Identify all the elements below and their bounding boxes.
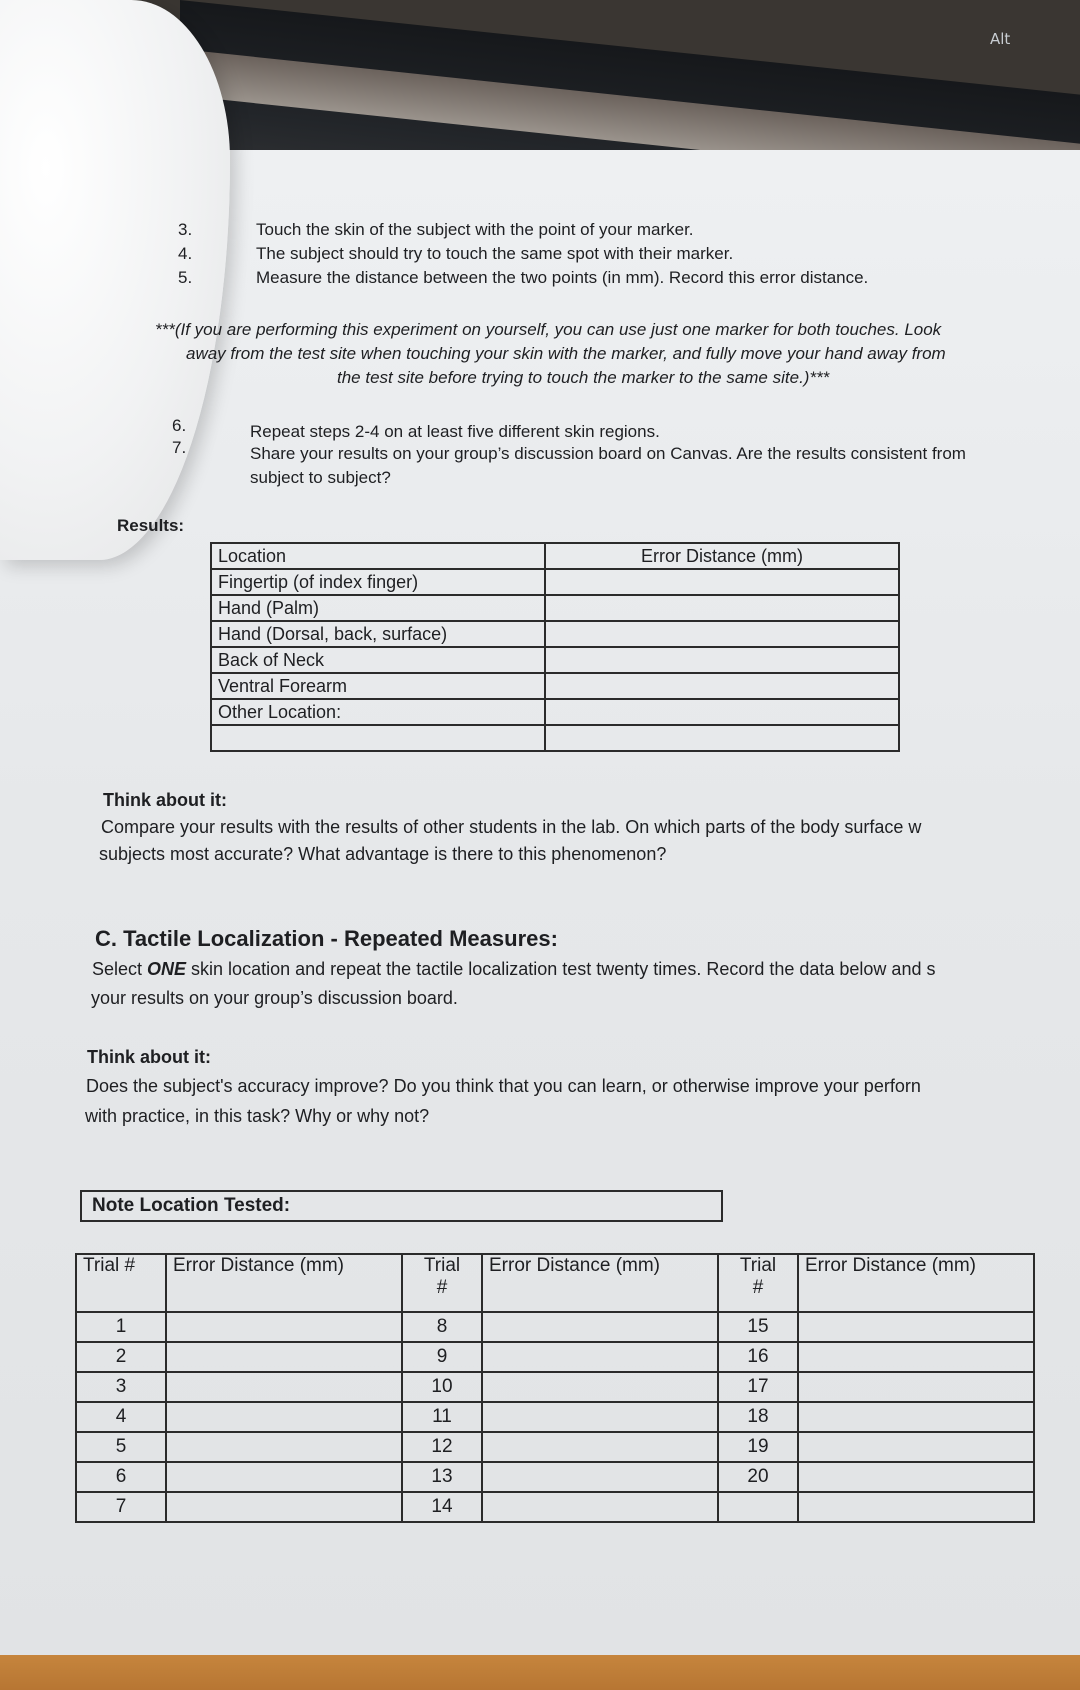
trial-number-cell: 2 bbox=[76, 1342, 166, 1372]
trial-number-cell: 4 bbox=[76, 1402, 166, 1432]
think-question: Compare your results with the results of other students in the lab. On which parts of the body surface w bbox=[101, 817, 922, 837]
trial-number-cell: 13 bbox=[402, 1462, 482, 1492]
location-cell: Back of Neck bbox=[211, 647, 545, 673]
note-line: ***(If you are performing this experiment on yourself, you can use just one marker for both touches. Look bbox=[155, 320, 942, 339]
trial-number-cell: 7 bbox=[76, 1492, 166, 1522]
note-line: the test site before trying to touch the marker to the same site.)*** bbox=[337, 368, 830, 387]
trial-number-cell: 16 bbox=[718, 1342, 798, 1372]
header-text: # bbox=[752, 1277, 764, 1298]
error-distance-cell[interactable] bbox=[545, 569, 899, 595]
location-cell: Ventral Forearm bbox=[211, 673, 545, 699]
error-distance-cell[interactable] bbox=[798, 1462, 1034, 1492]
error-distance-cell[interactable] bbox=[166, 1432, 402, 1462]
error-distance-cell[interactable] bbox=[482, 1402, 718, 1432]
error-distance-cell[interactable] bbox=[798, 1372, 1034, 1402]
table-row bbox=[211, 569, 899, 595]
location-cell: Other Location: bbox=[211, 699, 545, 725]
step-text: The subject should try to touch the same spot with their marker. bbox=[256, 244, 734, 263]
error-distance-cell[interactable] bbox=[166, 1342, 402, 1372]
trial-number-cell: 20 bbox=[718, 1462, 798, 1492]
error-distance-cell[interactable] bbox=[482, 1432, 718, 1462]
step-text: Measure the distance between the two points (in mm). Record this error distance. bbox=[256, 268, 869, 287]
error-distance-cell[interactable] bbox=[166, 1462, 402, 1492]
step-text: Touch the skin of the subject with the point of your marker. bbox=[256, 220, 694, 239]
step-number: 4. bbox=[178, 244, 193, 263]
error-distance-cell[interactable] bbox=[482, 1312, 718, 1342]
step-text: subject to subject? bbox=[250, 468, 391, 487]
trial-number-cell: 5 bbox=[76, 1432, 166, 1462]
instruction-text: Select bbox=[92, 959, 148, 979]
error-distance-cell[interactable] bbox=[545, 673, 899, 699]
error-distance-cell[interactable] bbox=[798, 1432, 1034, 1462]
error-distance-cell[interactable] bbox=[545, 621, 899, 647]
think-heading: Think about it: bbox=[103, 790, 227, 810]
trial-number-cell: 1 bbox=[76, 1312, 166, 1342]
section-c-instructions-line2: your results on your group’s discussion board. bbox=[91, 988, 458, 1008]
error-distance-cell[interactable] bbox=[798, 1402, 1034, 1432]
table-row bbox=[211, 543, 899, 569]
section-c-heading: C. Tactile Localization - Repeated Measures: bbox=[95, 926, 558, 951]
results-heading: Results: bbox=[117, 516, 185, 535]
step-number: 6. bbox=[172, 416, 187, 435]
table-row bbox=[211, 647, 899, 673]
trials-table bbox=[75, 1253, 1035, 1523]
error-distance-header: Error Distance (mm) bbox=[482, 1254, 718, 1312]
table-row bbox=[76, 1462, 1034, 1492]
location-cell[interactable] bbox=[211, 725, 545, 751]
note-location-label: Note Location Tested: bbox=[92, 1195, 291, 1216]
note-line: away from the test site when touching your skin with the marker, and fully move your hand away from bbox=[186, 344, 946, 363]
error-distance-cell[interactable] bbox=[482, 1462, 718, 1492]
trial-number-cell: 17 bbox=[718, 1372, 798, 1402]
error-distance-cell[interactable] bbox=[166, 1402, 402, 1432]
alt-key-label: Alt bbox=[990, 30, 1011, 48]
trial-number-cell: 9 bbox=[402, 1342, 482, 1372]
table-row bbox=[76, 1372, 1034, 1402]
error-distance-cell[interactable] bbox=[482, 1492, 718, 1522]
table-row bbox=[211, 725, 899, 751]
error-distance-header: Error Distance (mm) bbox=[798, 1254, 1034, 1312]
error-distance-cell[interactable] bbox=[482, 1372, 718, 1402]
trial-number-cell bbox=[718, 1492, 798, 1522]
trial-number-cell: 19 bbox=[718, 1432, 798, 1462]
step-text: Repeat steps 2-4 on at least five different skin regions. bbox=[250, 422, 660, 441]
error-distance-cell[interactable] bbox=[166, 1492, 402, 1522]
trial-number-header bbox=[402, 1254, 482, 1312]
table-row bbox=[211, 699, 899, 725]
table-row bbox=[76, 1432, 1034, 1462]
step-number: 5. bbox=[178, 268, 193, 287]
trial-number-cell: 8 bbox=[402, 1312, 482, 1342]
step-number: 7. bbox=[172, 438, 187, 457]
table-row bbox=[76, 1254, 1034, 1312]
error-distance-cell[interactable] bbox=[482, 1342, 718, 1372]
think-question: with practice, in this task? Why or why not? bbox=[85, 1106, 430, 1126]
trial-number-cell: 18 bbox=[718, 1402, 798, 1432]
trial-number-cell: 14 bbox=[402, 1492, 482, 1522]
instruction-text: skin location and repeat the tactile localization test twenty times. Record the data below and s bbox=[186, 959, 936, 979]
header-text: Trial bbox=[423, 1255, 461, 1276]
error-distance-cell[interactable] bbox=[798, 1342, 1034, 1372]
error-distance-cell[interactable] bbox=[545, 595, 899, 621]
table-row bbox=[211, 621, 899, 647]
note-location-field[interactable] bbox=[80, 1190, 723, 1222]
think-question: subjects most accurate? What advantage is there to this phenomenon? bbox=[99, 844, 667, 864]
trial-number-cell: 12 bbox=[402, 1432, 482, 1462]
trial-number-cell: 11 bbox=[402, 1402, 482, 1432]
error-distance-header: Error Distance (mm) bbox=[166, 1254, 402, 1312]
table-row bbox=[76, 1402, 1034, 1432]
table-row bbox=[76, 1312, 1034, 1342]
table-row bbox=[76, 1492, 1034, 1522]
location-cell: Hand (Palm) bbox=[211, 595, 545, 621]
error-distance-cell[interactable] bbox=[545, 699, 899, 725]
error-distance-cell[interactable] bbox=[798, 1312, 1034, 1342]
error-distance-cell[interactable] bbox=[166, 1372, 402, 1402]
trial-number-cell: 6 bbox=[76, 1462, 166, 1492]
trial-number-header bbox=[718, 1254, 798, 1312]
think-question: Does the subject's accuracy improve? Do you think that you can learn, or otherwise improve your perforn bbox=[86, 1076, 921, 1096]
location-cell: Fingertip (of index finger) bbox=[211, 569, 545, 595]
header-text: # bbox=[436, 1277, 448, 1298]
location-cell: Hand (Dorsal, back, surface) bbox=[211, 621, 545, 647]
section-c-instructions bbox=[92, 959, 935, 980]
table-header-error-distance: Error Distance (mm) bbox=[545, 543, 899, 569]
trial-number-header: Trial # bbox=[76, 1254, 166, 1312]
error-distance-cell[interactable] bbox=[166, 1312, 402, 1342]
table-row bbox=[211, 673, 899, 699]
think-heading: Think about it: bbox=[87, 1047, 211, 1067]
error-distance-cell[interactable] bbox=[545, 647, 899, 673]
table-row bbox=[76, 1342, 1034, 1372]
step-number: 3. bbox=[178, 220, 193, 239]
table-row bbox=[211, 595, 899, 621]
header-text: Trial bbox=[739, 1255, 777, 1276]
results-table bbox=[210, 542, 900, 752]
trial-number-cell: 15 bbox=[718, 1312, 798, 1342]
trial-number-cell: 3 bbox=[76, 1372, 166, 1402]
step-text: Share your results on your group’s discussion board on Canvas. Are the results consistent from bbox=[250, 444, 966, 463]
error-distance-cell[interactable] bbox=[798, 1492, 1034, 1522]
instruction-emphasis: ONE bbox=[147, 959, 187, 979]
table-header-location: Location bbox=[211, 543, 545, 569]
error-distance-cell[interactable] bbox=[545, 725, 899, 751]
trial-number-cell: 10 bbox=[402, 1372, 482, 1402]
